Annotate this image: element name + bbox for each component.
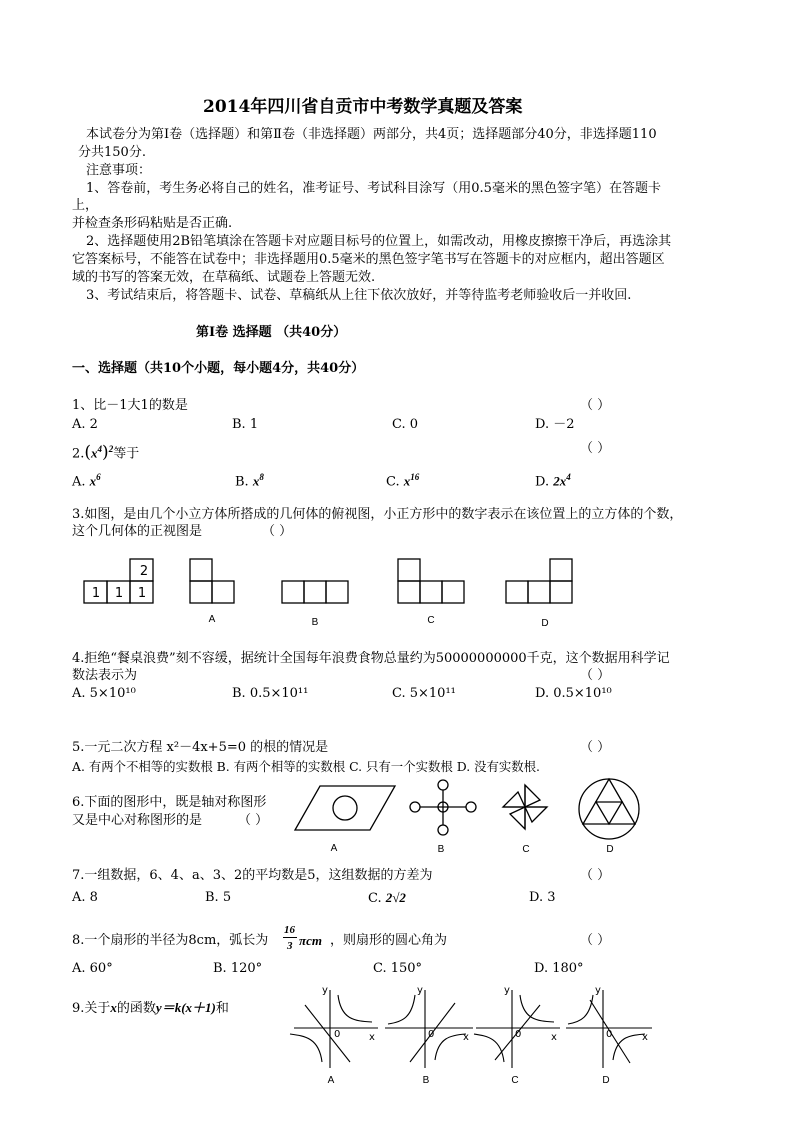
q3-grid-top: 2 [139,564,149,579]
q5-stem: 5.一元二次方程 x²－4x+5=0 的根的情况是 [72,740,329,755]
svg-text:0: 0 [515,1029,522,1040]
q1-option-b: B. 1 [232,417,259,432]
svg-text:y: y [504,985,510,996]
q8-option-d: D. 180° [534,961,584,976]
q3-grid-cell-3: 1 [137,586,147,601]
q2-inner-exp: 4 [97,444,103,454]
svg-text:x: x [369,1032,375,1043]
q6-label-b: B [437,844,445,855]
q4-answer-paren: （ ） [580,668,611,683]
svg-text:y: y [417,985,423,996]
q6-label-c: C [522,844,530,855]
svg-text:x: x [551,1032,557,1043]
q3-label-c: C [427,615,435,626]
q3-grid-cell-1: 1 [91,586,101,601]
q1-stem: 1、比－1大1的数是 [72,398,188,413]
q1-option-d: D. －2 [535,417,575,432]
q6-line-2: 又是中心对称图形的是 [72,813,203,828]
intro-line-2: 分共150分. [78,145,146,160]
q7-option-c: C. 2√2 [368,890,406,906]
svg-text:x: x [642,1032,648,1043]
q1-option-c: C. 0 [392,417,419,432]
q2-option-c: C. $x^{16}$ [386,472,420,490]
note-1c: 并检查条形码粘贴是否正确. [72,216,233,231]
q9-label-b: B [422,1075,430,1086]
intro-line-1: 本试卷分为第Ⅰ卷（选择题）和第Ⅱ卷（非选择题）两部分，共4页；选择题部分40分，非选择题110 [86,127,657,142]
q9-stem: 9.关于x的函数y＝k(x＋1)和 [72,1000,229,1016]
q3-line-1: 3.如图，是由几个小立方体所搭成的几何体的俯视图，小正方形中的数字表示在该位置上的立方体的个数， [72,507,683,522]
q2-option-a: A. $x^6$ [72,472,101,490]
svg-text:x: x [463,1032,469,1043]
q2-number: 2. [72,446,85,462]
q4-option-b: B. 0.5×10¹¹ [232,686,309,701]
q7-stem: 7.一组数据，6、4、a、3、2的平均数是5，这组数据的方差为 [72,868,433,883]
q8-frac-den: 3 [287,940,293,952]
svg-text:y: y [595,985,601,996]
q7-option-a: A. 8 [72,890,98,905]
q8-option-c: C. 150° [373,961,423,976]
q4-option-a: A. 5×10¹⁰ [72,686,136,701]
note-2a: 2、选择题使用2B铅笔填涂在答题卡对应题目标号的位置上，如需改动，用橡皮擦擦干净后，再选涂其 [86,234,672,249]
q8-answer-paren: （ ） [580,933,611,948]
q9-label-c: C [511,1075,519,1086]
q3-line-2: 这个几何体的正视图是 [72,524,203,539]
q9-label-a: A [327,1075,335,1086]
q1-answer-paren: （ ） [580,398,611,413]
q4-option-d: D. 0.5×10¹⁰ [535,686,612,701]
svg-text:y: y [322,985,328,996]
q3-answer-paren: （ ） [262,524,293,539]
svg-text:0: 0 [334,1029,341,1040]
q7-option-b: B. 5 [205,890,232,905]
q6-label-a: A [330,843,338,854]
q5-answer-paren: （ ） [580,740,611,755]
q3-grid-cell-2: 1 [114,586,124,601]
q4-option-c: C. 5×10¹¹ [392,686,456,701]
q4-line-2: 数法表示为 [72,668,138,683]
q8-frac-tail: πcm [299,933,322,948]
q2-stem: $2.(x^4)^2$等于 [72,442,140,463]
q5-options: A. 有两个不相等的实数根 B. 有两个相等的实数根 C. 只有一个实数根 D. 没有实数根. [72,759,540,774]
q2-tail: 等于 [113,446,140,462]
q3-label-b: B [311,617,319,628]
note-2c: 域的书写的答案无效，在草稿纸、试题卷上答题无效. [72,270,376,285]
q2-base: x [91,445,98,461]
q4-line-1: 4.拒绝“餐桌浪费”刻不容缓，据统计全国每年浪费食物总量约为50000000000千克，这个数据用科学记 [72,651,670,666]
note-1b: 上， [72,198,99,213]
q3-label-d: D [541,618,549,629]
svg-text:0: 0 [428,1029,435,1040]
notes-heading: 注意事项： [86,163,152,178]
q8-option-b: B. 120° [213,961,263,976]
part-title: 一、选择题（共10个小题，每小题4分，共40分） [72,361,365,376]
q8-option-a: A. 60° [72,961,113,976]
q8-stem-pre: 8.一个扇形的半径为8cm，弧长为 [72,933,269,948]
q8-stem-post: ，则扇形的圆心角为 [330,933,448,948]
note-3: 3、考试结束后，将答题卡、试卷、草稿纸从上往下依次放好，并等待监考老师验收后一并收回. [86,288,632,303]
q9-label-d: D [602,1075,610,1086]
note-2b: 它答案标号，不能答在试卷中；非选择题用0.5毫米的黑色签字笔书写在答题卡的对应框内，超出答题区 [72,252,665,267]
svg-text:0: 0 [606,1029,613,1040]
q3-label-a: A [208,614,216,625]
q7-option-d: D. 3 [529,890,556,905]
q1-option-a: A. 2 [72,417,98,432]
q7-answer-paren: （ ） [580,868,611,883]
q2-answer-paren: （ ） [580,441,611,456]
q6-line-1: 6.下面的图形中，既是轴对称图形 [72,795,267,810]
page-title: 2014年四川省自贡市中考数学真题及答案 [203,97,523,117]
q6-label-d: D [606,844,614,855]
q6-answer-paren: （ ） [238,813,269,828]
note-1a: 1、答卷前，考生务必将自己的姓名，准考证号、考试科目涂写（用0.5毫米的黑色签字笔）在答题卡 [86,181,661,196]
q2-option-b: B. $x^8$ [235,472,264,490]
q8-frac-num: 16 [284,924,295,936]
section-title: 第Ⅰ卷 选择题 （共40分） [196,325,347,340]
q2-option-d: D. $2x^4$ [535,472,571,490]
q2-outer-exp: 2 [108,444,114,454]
